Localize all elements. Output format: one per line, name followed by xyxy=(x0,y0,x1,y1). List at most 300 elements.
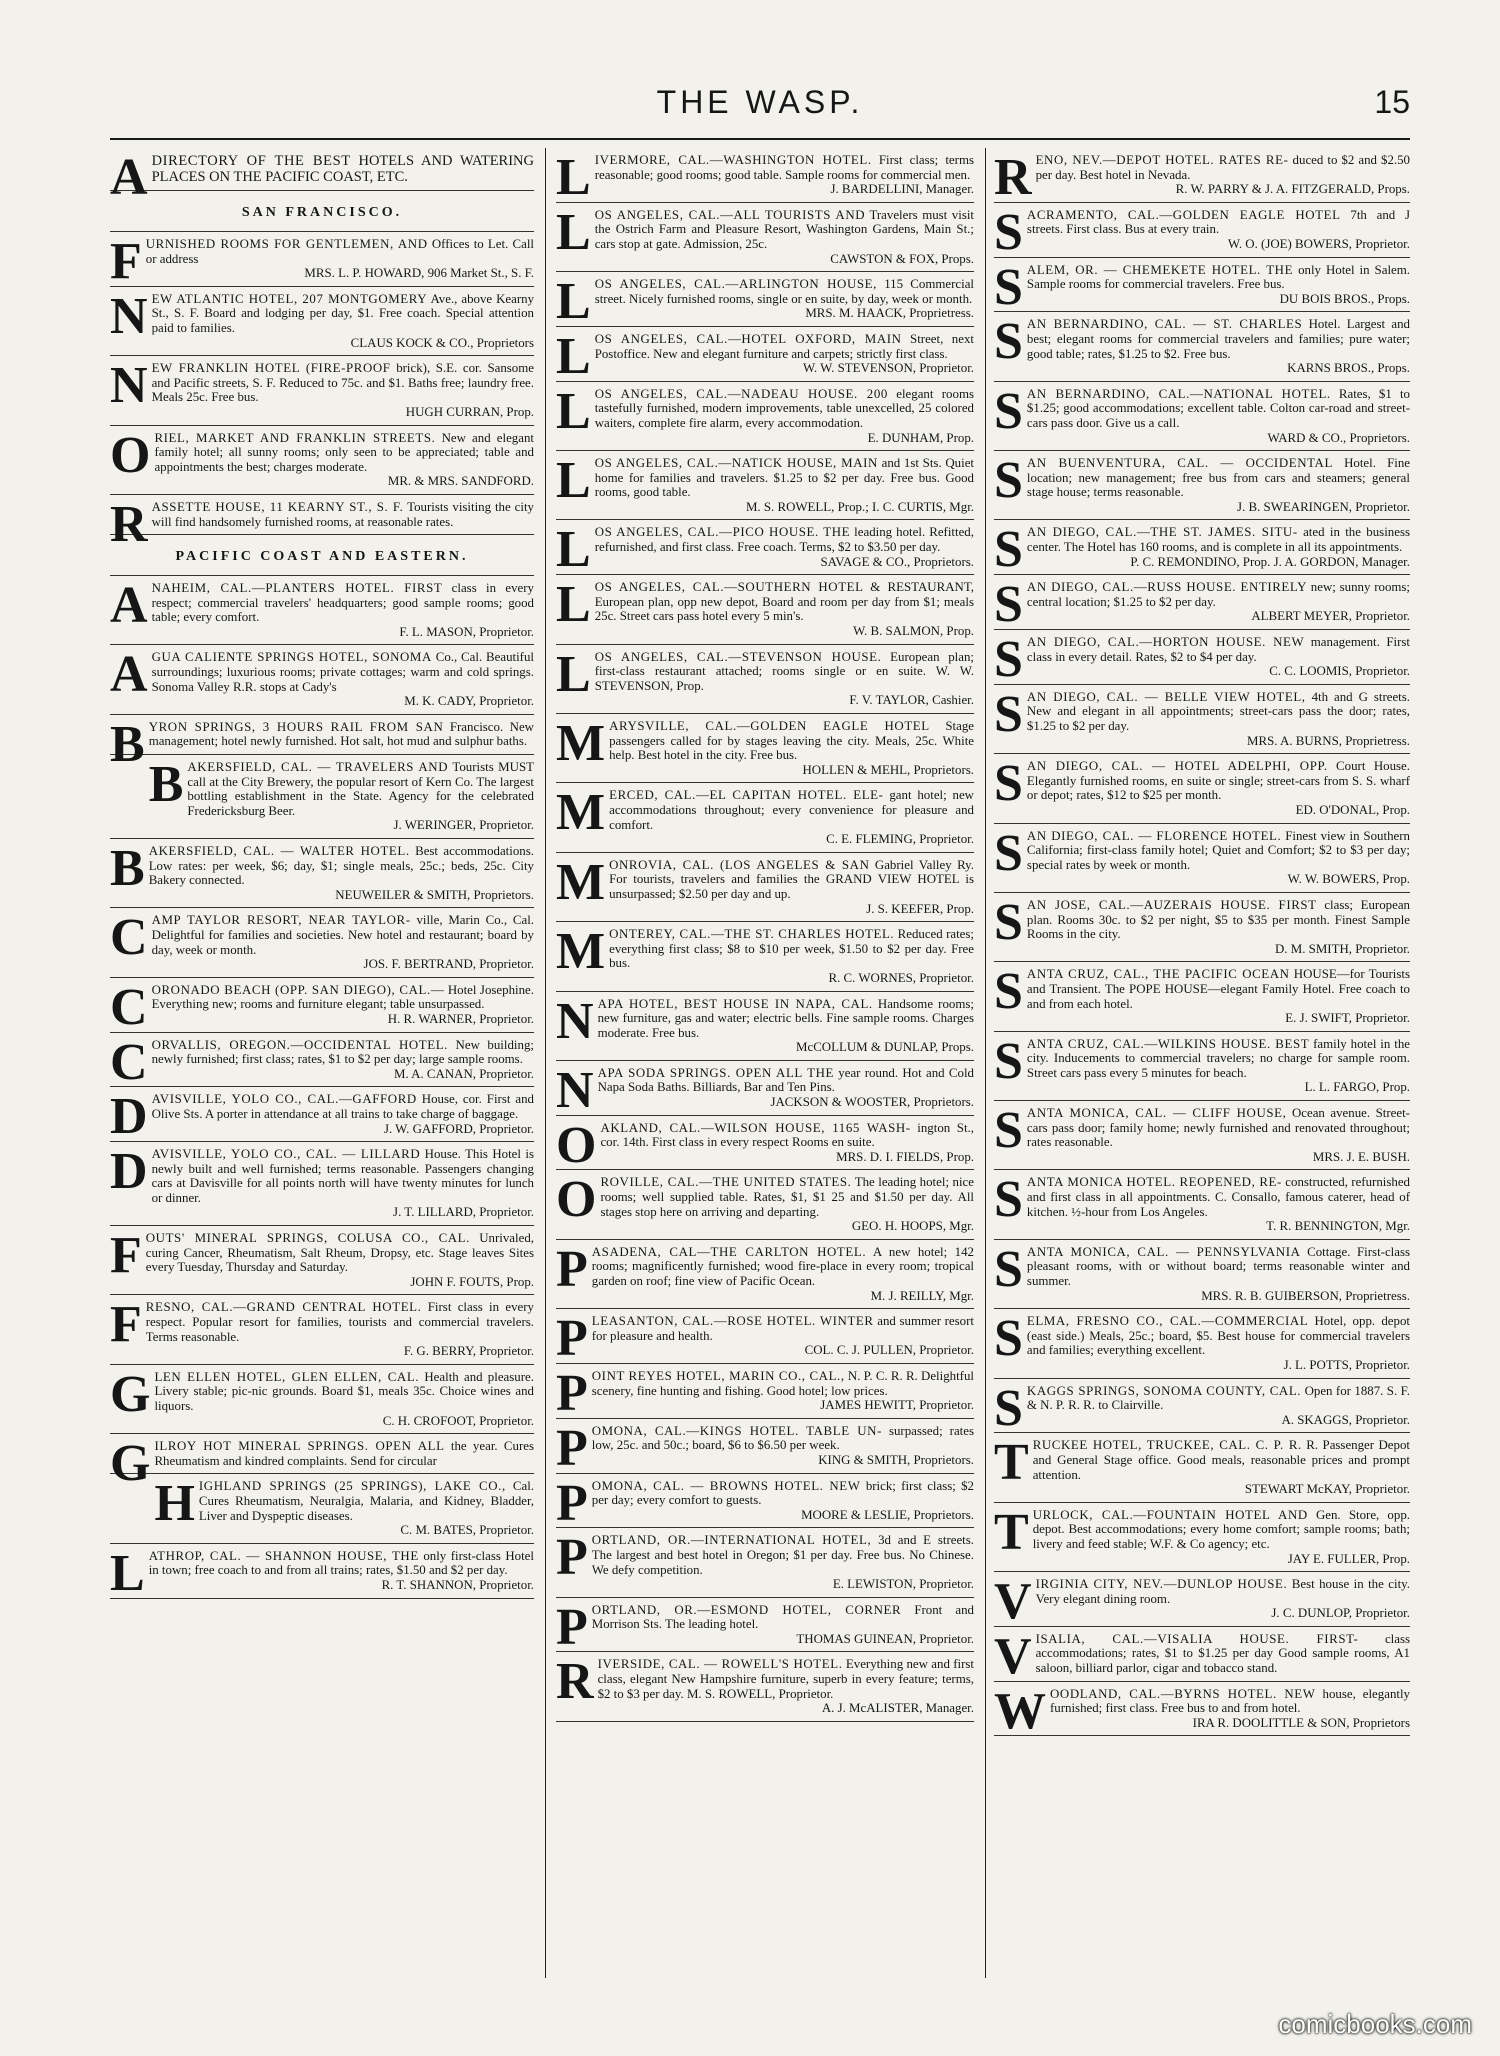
listing-proprietor: E. DUNHAM, Prop. xyxy=(867,430,974,445)
drop-initial: L xyxy=(556,273,591,331)
listing-body: house, elegantly furnished; first class. Free bus to and from hotel. xyxy=(1050,1686,1410,1716)
listing-proprietor: A. J. McALISTER, Manager. xyxy=(821,1701,974,1716)
drop-initial: N xyxy=(110,287,148,345)
listing-body: First class in every respect. Popular resort for families, tourists and commercial travelers. Terms reasonable. xyxy=(145,1300,534,1344)
listing-entry xyxy=(110,1226,534,1295)
listing-proprietor: HOLLEN & MEHL, Proprietors. xyxy=(802,762,974,777)
listing-body: brick; first class; $2 per day; every comfort to guests. xyxy=(591,1478,974,1508)
listing-entry xyxy=(110,1142,534,1226)
listing-text xyxy=(556,452,974,514)
listing-entry xyxy=(994,1309,1410,1378)
listing-proprietor: SAVAGE & CO., Proprietors. xyxy=(820,554,974,569)
listing-text xyxy=(994,576,1410,634)
listing-proprietor: J. WERINGER, Proprietor. xyxy=(393,818,534,833)
listing-headline: OODLAND, CAL.—BYRNS HOTEL. NEW xyxy=(1050,1686,1316,1701)
listing-text xyxy=(556,715,974,777)
column-divider-1 xyxy=(545,148,546,1978)
drop-initial: B xyxy=(148,756,184,814)
drop-initial: O xyxy=(556,1171,597,1229)
listing-text xyxy=(110,1088,534,1146)
listing-headline: IRGINIA CITY, NEV.—DUNLOP HOUSE. xyxy=(1035,1577,1288,1592)
listing-body: Co., Cal. Beautiful surroundings; luxurious rooms; private cottages; warm and cold springs. Sonoma Valley R.R. stops at Cady's xyxy=(151,650,534,694)
listing-body: family hotel in the city. Inducements to commercial travelers; no charge for sample room. Street cars pass every 5 minutes for beach. xyxy=(1026,1036,1410,1080)
listing-text xyxy=(994,1434,1410,1497)
listing-headline: ANTA CRUZ, CAL., THE PACIFIC OCEAN xyxy=(1026,967,1290,982)
listing-body: New and elegant family hotel; all sunny rooms; only seen to be appreciated; table and appointments the best; charges moderate. xyxy=(154,430,534,474)
listing-text xyxy=(556,327,974,385)
listing-text xyxy=(994,149,1410,206)
listing-text xyxy=(110,495,534,553)
listing-proprietor: DU BOIS BROS., Props. xyxy=(1279,291,1410,306)
listing-text xyxy=(556,1529,974,1592)
listing-entry xyxy=(556,645,974,714)
listing-text xyxy=(994,685,1410,748)
listing-proprietor: M. J. REILLY, Mgr. xyxy=(870,1288,974,1303)
drop-initial: F xyxy=(110,233,142,290)
drop-initial: P xyxy=(556,1240,588,1298)
listing-text xyxy=(994,1032,1410,1095)
listing-text xyxy=(556,1364,974,1422)
listing-text xyxy=(556,1116,974,1174)
listing-headline: OINT REYES HOTEL, MARIN CO., CAL., xyxy=(591,1368,845,1383)
listing-headline: OMONA, CAL. — BROWNS HOTEL. NEW xyxy=(591,1478,861,1493)
drop-initial: M xyxy=(556,715,606,772)
drop-initial: M xyxy=(556,923,606,981)
listing-proprietor: J. C. DUNLOP, Proprietor. xyxy=(1271,1606,1410,1621)
listing-proprietor: R. C. WORNES, Proprietor. xyxy=(828,970,974,985)
listing-headline: ANTA MONICA HOTEL. REOPENED, RE- xyxy=(1026,1175,1282,1190)
drop-initial: H xyxy=(154,1475,195,1533)
listing-headline: IVERMORE, CAL.—WASHINGTON HOTEL. xyxy=(594,153,872,167)
listing-entry xyxy=(994,1101,1410,1170)
listing-text xyxy=(556,1240,974,1303)
listing-entry xyxy=(994,1627,1410,1685)
listing-text xyxy=(556,853,974,916)
listing-proprietor: CLAUS KOCK & CO., Proprietors xyxy=(350,335,534,350)
listing-body: Gabriel Valley Ry. For tourists, travelers and families the GRAND VIEW HOTEL is unsurpassed; $2.50 per day and up. xyxy=(609,857,974,901)
drop-initial: M xyxy=(556,853,606,911)
listing-headline: ATHROP, CAL. — SHANNON HOUSE, THE xyxy=(148,1548,419,1563)
drop-initial: S xyxy=(994,382,1023,440)
listing-body: Francisco. New management; hotel newly furnished. Hot salt, hot mud and sulphur baths. xyxy=(148,719,534,749)
listing-entry xyxy=(110,495,534,553)
listing-headline: NAHEIM, CAL.—PLANTERS HOTEL. FIRST xyxy=(151,581,443,596)
listing-entry xyxy=(994,1433,1410,1502)
listing-body: A new hotel; 142 rooms; magnificently furnished; wood fire-place in every room; tropical garden on roof; fine view of Pacific Ocean. xyxy=(591,1244,974,1288)
listing-proprietor: M. K. CADY, Proprietor. xyxy=(404,694,534,709)
listing-proprietor: W. O. (JOE) BOWERS, Proprietor. xyxy=(1227,236,1410,251)
listing-proprietor: T. R. BENNINGTON, Mgr. xyxy=(1266,1219,1410,1234)
listing-body: Court House. Elegantly furnished rooms, en suite or single; street-cars from S. S. wharf or depot; rates, $12 to $25 per month. xyxy=(1026,759,1410,803)
listing-body: ville, Marin Co., Cal. Delightful for families and societies. New hotel and restaurant; board by day, week or month. xyxy=(151,913,534,957)
listing-proprietor: R. W. PARRY & J. A. FITZGERALD, Props. xyxy=(1175,182,1410,197)
drop-initial: L xyxy=(556,576,591,634)
listing-text xyxy=(110,1227,534,1289)
directory-intro xyxy=(110,148,534,206)
drop-initial: N xyxy=(110,357,148,415)
drop-initial: L xyxy=(110,1544,145,1602)
listing-entry xyxy=(556,203,974,272)
listing-text xyxy=(110,1296,534,1359)
listing-headline: AN DIEGO, CAL.—THE ST. JAMES. SITU- xyxy=(1026,525,1298,540)
listing-body: Offices to Let. Call or address xyxy=(145,237,534,266)
listing-headline: OS ANGELES, CAL.—SOUTHERN HOTEL & xyxy=(594,580,881,595)
listing-body: management. First class in every detail. Rates, $2 to $4 per day. xyxy=(1026,635,1410,664)
listing-entry xyxy=(556,1061,974,1119)
listing-headline: AN DIEGO, CAL. — HOTEL ADELPHI, OPP. xyxy=(1026,759,1328,774)
listing-proprietor: W. W. BOWERS, Prop. xyxy=(1287,872,1410,887)
drop-initial: S xyxy=(994,203,1023,261)
listing-body: Front and Morrison Sts. The leading hotel. xyxy=(591,1602,974,1632)
listing-proprietor: F. G. BERRY, Proprietor. xyxy=(403,1344,534,1359)
listing-entry xyxy=(994,1240,1410,1309)
drop-initial: P xyxy=(556,1529,588,1587)
listing-text xyxy=(110,233,534,290)
listing-headline: ROVILLE, CAL.—THE UNITED STATES. xyxy=(600,1175,852,1190)
listing-proprietor: MRS. L. P. HOWARD, 906 Market St., S. F. xyxy=(304,266,534,281)
drop-initial: O xyxy=(110,426,151,484)
listing-headline: AKERSFIELD, CAL. — WALTER HOTEL. xyxy=(148,844,410,858)
drop-initial: S xyxy=(994,258,1023,316)
listing-entry xyxy=(994,1032,1410,1101)
listing-headline: ORONADO BEACH (OPP. SAN DIEGO), CAL.— xyxy=(151,982,445,997)
listing-body: Handsome rooms; new furniture, gas and water; electric bells. Fine sample rooms. Charges moderate. Free bus. xyxy=(597,996,974,1040)
listing-body: ington St., cor. 14th. First class in every respect Rooms en suite. xyxy=(600,1120,974,1150)
listing-entry xyxy=(110,978,534,1036)
listing-proprietor: JOS. F. BERTRAND, Proprietor. xyxy=(363,957,534,972)
listing-headline: OS ANGELES, CAL.—ARLINGTON HOUSE, xyxy=(594,277,877,292)
listing-entry xyxy=(110,1544,534,1602)
listing-proprietor: J. BARDELLINI, Manager. xyxy=(830,182,974,197)
column-divider-2 xyxy=(985,148,986,1978)
listing-headline: RUCKEE HOTEL, TRUCKEE, CAL. C. P. R. xyxy=(1032,1438,1302,1453)
listing-text xyxy=(994,313,1410,376)
listing-text xyxy=(556,1171,974,1234)
listing-text xyxy=(994,1573,1410,1631)
drop-initial: G xyxy=(110,1435,151,1493)
drop-initial: P xyxy=(556,1364,588,1422)
listing-text xyxy=(556,1061,974,1119)
listing-headline: IVERSIDE, CAL. — ROWELL'S HOTEL. xyxy=(597,1657,843,1672)
listing-body: N. P. C. R. R. Delightful scenery, fine hunting and fishing. Good hotel; low prices. xyxy=(591,1368,974,1398)
listing-entry xyxy=(994,451,1410,520)
listing-proprietor: JOHN F. FOUTS, Prop. xyxy=(410,1274,534,1289)
listing-headline: GUA CALIENTE SPRINGS HOTEL, SONOMA xyxy=(151,650,432,665)
listing-text xyxy=(110,1143,534,1220)
listing-body: Best accommodations. Low rates: per week, $6; day, $1; single meals, 25c.; beds, 25c. City Bakery connected. xyxy=(148,844,534,888)
drop-initial: B xyxy=(110,715,145,773)
listing-entry xyxy=(110,232,534,290)
listing-proprietor: CAWSTON & FOX, Props. xyxy=(830,251,974,266)
listing-text xyxy=(994,963,1410,1026)
listing-entry xyxy=(556,853,974,922)
listing-body: ated in the business center. The Hotel has 160 rooms, and is complete in all its appointments. xyxy=(1026,525,1410,555)
listing-proprietor: D. M. SMITH, Proprietor. xyxy=(1275,941,1410,956)
listing-text xyxy=(994,824,1410,887)
listing-body: year round. Hot and Cold Napa Soda Baths. Billiards, Bar and Ten Pins. xyxy=(597,1065,974,1095)
listing-proprietor: E. J. SWIFT, Proprietor. xyxy=(1285,1011,1410,1026)
listing-entry xyxy=(994,1682,1410,1740)
listing-text xyxy=(556,1598,974,1656)
listing-headline: ANTA MONICA, CAL. — CLIFF HOUSE, xyxy=(1026,1106,1287,1121)
drop-initial: M xyxy=(556,784,606,842)
listing-text xyxy=(994,203,1410,261)
listing-body: duced to $2 and $2.50 per day. Best hotel in Nevada. xyxy=(1035,153,1410,182)
listing-proprietor: MRS. R. B. GUIBERSON, Proprietress. xyxy=(1201,1288,1410,1303)
listing-body: New building; newly furnished; first class; rates, $1 to $2 per day; large sample rooms. xyxy=(151,1037,534,1067)
listing-text xyxy=(994,1627,1410,1685)
listing-body: Hotel, opp. depot (east side.) Meals, 25c.; board, $5. Best house for commercial travelers and families; everything excellent. xyxy=(1026,1314,1410,1358)
listing-entry xyxy=(994,575,1410,634)
listing-proprietor: J. B. SWEARINGEN, Proprietor. xyxy=(1237,499,1410,514)
listing-text xyxy=(556,382,974,445)
listing-body: Open for 1887. S. F. & N. P. R. R. to Clairville. xyxy=(1026,1383,1410,1413)
drop-initial: S xyxy=(994,313,1023,371)
listing-entry xyxy=(556,327,974,385)
listing-body: and summer resort for pleasure and health. xyxy=(591,1314,974,1343)
listing-body: Cal. Cures Rheumatism, Neuralgia, Malaria, and Kidney, Bladder, Liver and Dyspeptic diseases. xyxy=(198,1479,534,1523)
listing-proprietor: NEUWEILER & SMITH, Proprietors. xyxy=(335,887,534,902)
listing-text xyxy=(994,1503,1410,1566)
listing-headline: EW FRANKLIN HOTEL (FIRE-PROOF xyxy=(151,361,391,376)
drop-initial: A xyxy=(110,646,148,704)
listing-body: Finest view in Southern California; first-class family hotel; Quiet and Comfort; $2 to $3 per day; special rates by week or month. xyxy=(1026,828,1410,872)
listing-entry xyxy=(994,824,1410,893)
listing-text xyxy=(994,1310,1410,1372)
listing-body: only first-class Hotel in town; free coach to and from all trains; rates, $1.50 and $2 per day. xyxy=(148,1548,534,1578)
listing-headline: ASADENA, CAL—THE CARLTON HOTEL. xyxy=(591,1244,867,1259)
listing-text xyxy=(110,287,534,350)
listing-entry xyxy=(556,1170,974,1239)
drop-initial: P xyxy=(556,1310,588,1368)
listing-body: Ave., above Kearny St., S. F. Board and lodging per day, $1. Free coach. Special attention paid to families. xyxy=(151,291,534,335)
listing-entry xyxy=(556,575,974,644)
listing-entry xyxy=(994,685,1410,754)
drop-initial: R xyxy=(110,495,148,553)
listing-entry xyxy=(110,908,534,977)
listing-headline: ORVALLIS, OREGON.—OCCIDENTAL HOTEL. xyxy=(151,1037,449,1052)
listing-text xyxy=(556,1419,974,1477)
listing-body: Tourists MUST call at the City Brewery, the popular resort of Kern Co. The largest bottling establishment in the State. Agency for the celebrated Fredericksburg Beer. xyxy=(187,760,534,818)
listing-headline: ALEM, OR. — CHEMEKETE HOTEL. THE xyxy=(1026,262,1294,277)
listing-body: Ocean avenue. Street-cars pass door; family home; newly furnished and renovated throughout; rates reasonable. xyxy=(1026,1106,1410,1150)
drop-initial: S xyxy=(994,824,1023,882)
drop-initial: P xyxy=(556,1474,588,1532)
listing-proprietor: GEO. H. HOOPS, Mgr. xyxy=(851,1219,974,1234)
listing-text xyxy=(110,426,534,489)
drop-initial: S xyxy=(994,1379,1023,1437)
listing-body: Unrivaled, curing Cancer, Rheumatism, Salt Rheum, Dropsy, etc. Stage leaves Sites every Tuesday, Thursday and Saturday. xyxy=(145,1231,534,1275)
listing-body: Travelers must visit the Ostrich Farm and Pleasure Resort, Washington Gardens, Main St.; cars stop at gate. Admission, 25c. xyxy=(594,207,974,251)
listing-proprietor: L. L. FARGO, Prop. xyxy=(1304,1080,1410,1095)
listing-entry xyxy=(994,382,1410,451)
listing-headline: ACRAMENTO, CAL.—GOLDEN EAGLE HOTEL xyxy=(1026,207,1341,222)
drop-initial: S xyxy=(994,755,1023,813)
listing-headline: AN JOSE, CAL.—AUZERAIS HOUSE. FIRST xyxy=(1026,897,1317,912)
listing-body: Stage passengers called for by stages leaving the city. Meals, 25c. White help. Best hotel in the city. Free bus. xyxy=(609,719,974,763)
listing-proprietor: C. C. LOOMIS, Proprietor. xyxy=(1269,664,1410,679)
listing-entry xyxy=(556,783,974,852)
listing-proprietor: McCOLLUM & DUNLAP, Props. xyxy=(796,1040,974,1055)
listing-body: and 1st Sts. Quiet home for families and travelers. $1.25 to $2 per day. Free bus. Good rooms, good table. xyxy=(594,456,974,500)
listing-body: House. This Hotel is newly built and well furnished; terms reasonable. Passengers changing cars at Davisville for all points north will have twenty minutes for lunch or dinner. xyxy=(151,1147,534,1205)
listing-proprietor: IRA R. DOOLITTLE & SON, Proprietors xyxy=(1192,1715,1410,1730)
listing-body: First class; terms reasonable; good rooms; good table. Sample rooms for commercial men. xyxy=(594,153,974,182)
drop-initial: L xyxy=(556,521,591,579)
listing-text xyxy=(110,646,534,709)
drop-initial: C xyxy=(110,1033,148,1091)
listing-entry xyxy=(994,630,1410,689)
drop-initial: R xyxy=(994,149,1032,206)
listing-headline: KAGGS SPRINGS, SONOMA COUNTY, CAL. xyxy=(1026,1383,1302,1398)
listing-body: Hotel. Fine location; new management; free bus from cars and steamers; general stage house; terms reasonable. xyxy=(1026,456,1410,500)
listing-headline: DIRECTORY OF THE BEST xyxy=(151,153,351,169)
listing-entry xyxy=(994,258,1410,316)
listing-headline: AKLAND, CAL.—WILSON HOUSE, 1165 WASH- xyxy=(600,1120,911,1135)
listing-headline: ANTA MONICA, CAL. — PENNSYLVANIA xyxy=(1026,1244,1301,1259)
listing-proprietor: KING & SMITH, Proprietors. xyxy=(818,1452,974,1467)
listing-headline: OS ANGELES, CAL.—STEVENSON HOUSE. xyxy=(594,649,882,664)
listing-entry xyxy=(556,1309,974,1368)
drop-initial: L xyxy=(556,327,591,385)
column-left xyxy=(110,148,534,1976)
listing-text xyxy=(994,893,1410,956)
listing-headline: LEN ELLEN HOTEL, GLEN ELLEN, CAL. xyxy=(154,1369,420,1384)
listing-headline: ENO, NEV.—DEPOT HOTEL. RATES RE- xyxy=(1035,153,1289,167)
listing-body: constructed, refurnished and first class in all appointments. C. Consallo, famous caterer, head of kitchen. ½-hour from Los Angeles. xyxy=(1026,1175,1410,1219)
listing-text xyxy=(110,1033,534,1091)
listing-proprietor: J. S. KEEFER, Prop. xyxy=(866,901,974,916)
listing-text xyxy=(556,645,974,708)
listing-proprietor: C. E. FLEMING, Proprietor. xyxy=(826,832,974,847)
listing-entry xyxy=(110,1295,534,1364)
listing-body: brick), S.E. cor. Sansome and Pacific streets, S. F. Reduced to 75c. and $1. Baths free; laundry free. Meals 25c. Free bus. xyxy=(151,361,534,405)
listing-proprietor: W. B. SALMON, Prop. xyxy=(853,624,974,639)
listing-headline: OMONA, CAL.—KINGS HOTEL. TABLE UN- xyxy=(591,1423,882,1438)
listing-headline: OS ANGELES, CAL.—PICO HOUSE. THE xyxy=(594,525,851,540)
listing-entry xyxy=(110,426,534,495)
listing-text xyxy=(556,1653,974,1716)
listing-entry xyxy=(994,893,1410,962)
drop-initial: D xyxy=(110,1143,148,1201)
listing-entry xyxy=(110,755,534,839)
listing-text xyxy=(994,1682,1410,1740)
listing-body: RESTAURANT, European plan, opp new depot, Board and room per day from $1; meals 25c. Street cars pass hotel every 5 min's. xyxy=(594,580,974,624)
watermark: comicbooks.com xyxy=(1278,2009,1472,2039)
listing-proprietor: J. T. LILLARD, Proprietor. xyxy=(393,1205,534,1220)
drop-initial: V xyxy=(994,1627,1032,1685)
drop-initial: S xyxy=(994,452,1023,510)
listing-text xyxy=(556,923,974,985)
listing-entry xyxy=(556,1598,974,1656)
listing-entry xyxy=(994,1170,1410,1239)
listing-headline: AN DIEGO, CAL.—HORTON HOUSE. NEW xyxy=(1026,635,1305,650)
listing-body: new; sunny rooms; central location; $1.25 to $2 per day. xyxy=(1026,580,1410,609)
listing-body: Street, next Postoffice. New and elegant furniture and carpets; strictly first class. xyxy=(594,331,974,361)
listing-entry xyxy=(994,312,1410,381)
section-heading: PACIFIC COAST AND EASTERN. xyxy=(110,535,534,576)
listing-headline: AVISVILLE, YOLO CO., CAL.—GAFFORD xyxy=(151,1092,417,1107)
listing-headline: ILROY HOT MINERAL SPRINGS. OPEN ALL xyxy=(154,1439,445,1454)
listing-text xyxy=(994,631,1410,689)
listing-headline: AN DIEGO, CAL.—RUSS HOUSE. ENTIRELY xyxy=(1026,580,1308,595)
drop-initial: R xyxy=(556,1653,594,1711)
column-right xyxy=(994,148,1410,1976)
listing-headline: ORTLAND, OR.—ESMOND HOTEL, CORNER xyxy=(591,1602,902,1617)
listing-proprietor: MOORE & LESLIE, Proprietors. xyxy=(801,1507,974,1522)
listing-body: Gen. Store, opp. depot. Best accommodations; every home comfort; sample rooms; bath; livery and feed stable; W.F. & Co agency; etc. xyxy=(1032,1507,1410,1551)
listing-entry xyxy=(556,1419,974,1477)
listing-headline: LEASANTON, CAL.—ROSE HOTEL. WINTER xyxy=(591,1314,874,1329)
drop-initial: W xyxy=(994,1682,1046,1740)
listing-text xyxy=(994,1171,1410,1234)
listing-text xyxy=(556,149,974,206)
listing-proprietor: P. C. REMONDINO, Prop. J. A. GORDON, Manager. xyxy=(1130,554,1410,569)
listing-entry xyxy=(110,1033,534,1091)
listing-text xyxy=(994,1379,1410,1437)
listing-text xyxy=(994,258,1410,316)
listing-entry xyxy=(556,272,974,331)
listing-headline: AMP TAYLOR RESORT, NEAR TAYLOR- xyxy=(151,913,411,928)
listing-headline: OUTS' MINERAL SPRINGS, COLUSA CO., CAL. xyxy=(145,1231,470,1246)
listing-headline: AKERSFIELD, CAL. — TRAVELERS AND xyxy=(187,760,449,775)
listing-entry xyxy=(110,287,534,356)
listing-body: Health and pleasure. Livery stable; pic-nic grounds. Board $1, meals 35c. Choice wines and liquors. xyxy=(154,1369,534,1413)
drop-initial: S xyxy=(994,1171,1023,1229)
listing-headline: ARYSVILLE, CAL.—GOLDEN EAGLE HOTEL xyxy=(609,719,930,733)
drop-initial: S xyxy=(994,1032,1023,1090)
listing-text xyxy=(556,576,974,639)
listing-headline: RIEL, MARKET AND FRANKLIN STREETS. xyxy=(154,430,436,445)
drop-initial: N xyxy=(556,992,594,1050)
listing-entry xyxy=(110,1087,534,1146)
drop-initial: S xyxy=(994,685,1023,743)
listing-headline: AN BERNARDINO, CAL.—NATIONAL HOTEL. xyxy=(1026,386,1331,401)
page-header xyxy=(110,84,1410,124)
listing-proprietor: MRS. D. I. FIELDS, Prop. xyxy=(836,1149,974,1164)
listing-text xyxy=(556,992,974,1055)
listing-body: Best house in the city. Very elegant dining room. xyxy=(1035,1577,1410,1606)
listing-text xyxy=(994,452,1410,514)
drop-initial: S xyxy=(994,1102,1023,1160)
listing-entry xyxy=(556,922,974,991)
listing-headline: ONROVIA, CAL. (LOS ANGELES & SAN xyxy=(609,857,870,872)
listing-entry xyxy=(110,1365,534,1434)
section-heading: SAN FRANCISCO. xyxy=(110,191,534,232)
listing-body: European plan; first-class restaurant attached; rooms single or en suite. W. W. STEVENSON, Prop. xyxy=(594,649,974,693)
listing-headline: AN DIEGO, CAL. — BELLE VIEW HOTEL, xyxy=(1026,689,1306,704)
listing-headline: YRON SPRINGS, 3 HOURS RAIL FROM SAN xyxy=(148,719,444,734)
listing-headline: IGHLAND SPRINGS (25 SPRINGS), LAKE CO., xyxy=(198,1479,506,1494)
listing-proprietor: M. S. ROWELL, Prop.; I. C. CURTIS, Mgr. xyxy=(745,499,974,514)
header-rule xyxy=(110,138,1410,140)
drop-initial: P xyxy=(556,1598,588,1656)
listing-text xyxy=(110,840,534,902)
listing-body: House, cor. First and Olive Sts. A porter in attendance at all trains to take charge of baggage. xyxy=(151,1092,534,1121)
drop-initial: F xyxy=(110,1227,142,1285)
listing-body: the year. Cures Rheumatism and kindred complaints. Send for circular xyxy=(154,1439,534,1468)
listing-entry xyxy=(556,382,974,451)
listing-text xyxy=(110,357,534,419)
listing-proprietor: ALBERT MEYER, Proprietor. xyxy=(1251,609,1410,624)
listing-headline: ANTA CRUZ, CAL.—WILKINS HOUSE. BEST xyxy=(1026,1036,1310,1051)
listing-headline: OS ANGELES, CAL.—NADEAU HOUSE. 200 xyxy=(594,386,888,401)
listing-proprietor: THOMAS GUINEAN, Proprietor. xyxy=(796,1631,974,1646)
listing-entry xyxy=(556,1474,974,1532)
listing-headline: ONTEREY, CAL.—THE ST. CHARLES HOTEL. xyxy=(609,927,895,942)
listing-headline: AN DIEGO, CAL. — FLORENCE HOTEL. xyxy=(1026,828,1282,843)
listing-text xyxy=(994,382,1410,445)
